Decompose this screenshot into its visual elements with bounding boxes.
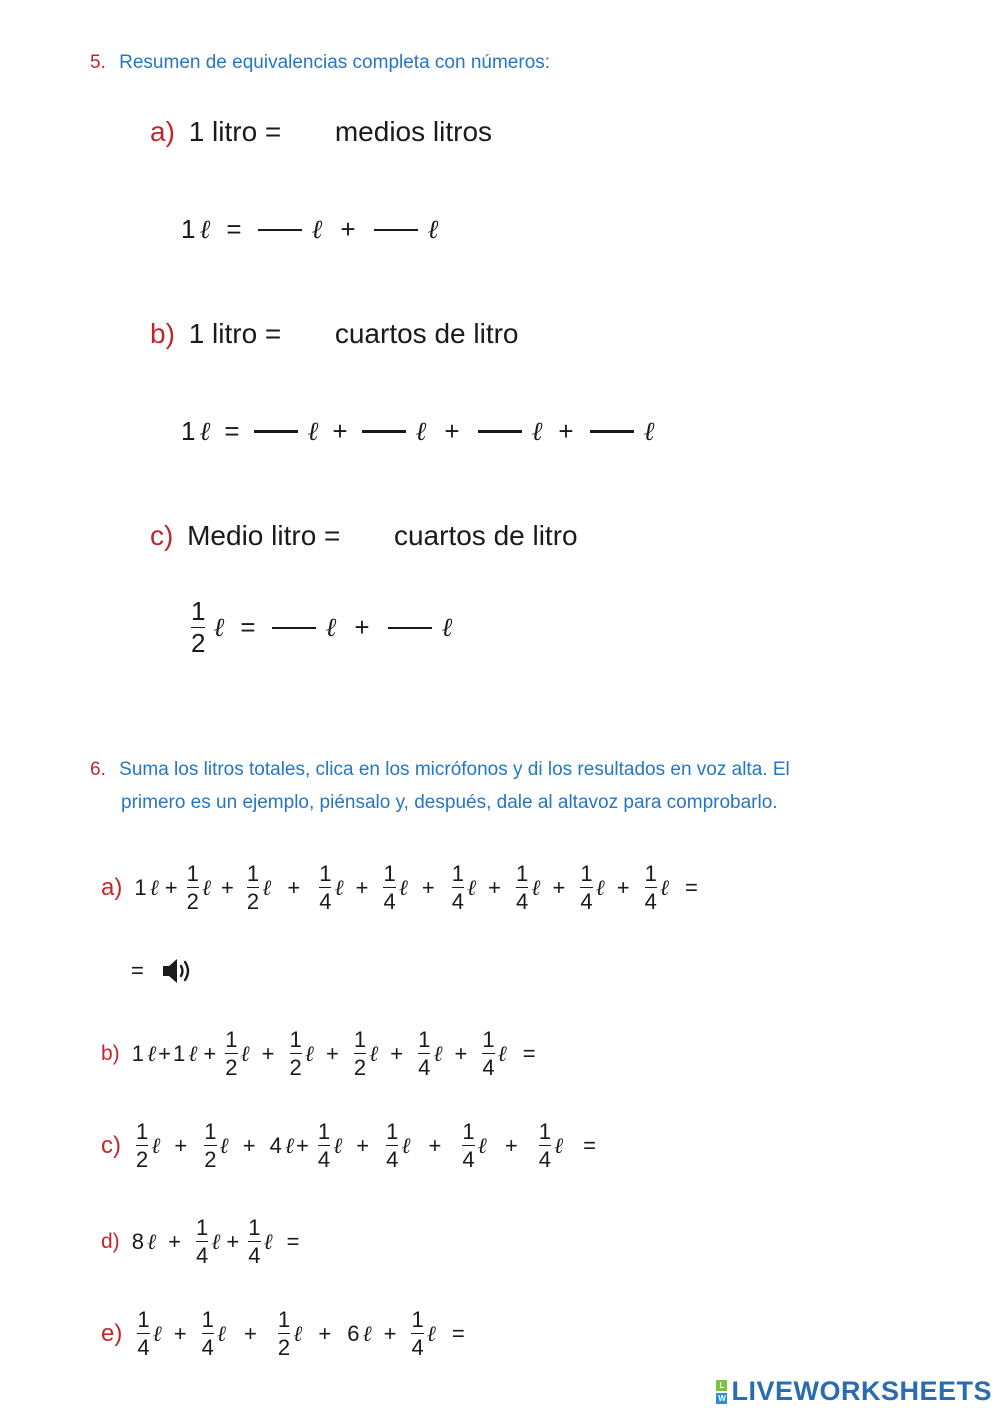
liter-symbol: ℓ xyxy=(199,416,211,447)
liter-symbol: ℓ xyxy=(216,1321,227,1347)
fraction-bar xyxy=(482,1053,494,1054)
liter-symbol: ℓ xyxy=(401,1133,411,1159)
numerator: 1 xyxy=(516,861,529,886)
denominator: 2 xyxy=(277,1335,291,1361)
fraction xyxy=(187,862,199,913)
plus-sign: + xyxy=(355,874,369,900)
question-6-header xyxy=(90,753,790,786)
liter-symbol: ℓ xyxy=(293,1321,303,1347)
numerator: 1 xyxy=(289,1027,302,1052)
answer-blank[interactable] xyxy=(362,430,406,433)
fraction-bar xyxy=(187,887,199,888)
number: 4 xyxy=(269,1132,282,1158)
numerator: 1 xyxy=(204,1119,217,1144)
plus-sign: + xyxy=(340,214,356,244)
numerator: 1 xyxy=(186,861,199,886)
item-5c-statement xyxy=(150,520,578,552)
liter-symbol: ℓ xyxy=(477,1133,487,1159)
denominator: 4 xyxy=(383,889,396,915)
plus-sign: + xyxy=(295,1132,309,1158)
fraction xyxy=(196,1216,208,1267)
liter-symbol: ℓ xyxy=(531,875,541,901)
denominator: 4 xyxy=(319,889,332,915)
denominator: 4 xyxy=(462,1147,475,1173)
item-6a-answer xyxy=(131,956,194,986)
plus-sign: + xyxy=(383,1320,397,1346)
liter-symbol: ℓ xyxy=(307,416,319,447)
denominator: 2 xyxy=(289,1055,302,1081)
plus-sign: + xyxy=(616,874,630,900)
fraction xyxy=(452,862,464,913)
denominator: 4 xyxy=(580,889,593,915)
liter-symbol: ℓ xyxy=(362,1321,372,1347)
fraction-bar xyxy=(202,1333,214,1334)
liter-symbol: ℓ xyxy=(595,875,605,901)
item-6b-equation xyxy=(101,1028,536,1079)
numerator: 1 xyxy=(580,861,593,886)
liter-symbol: ℓ xyxy=(149,875,159,901)
plus-sign: + xyxy=(332,416,348,446)
item-5c-equation xyxy=(188,598,452,658)
numerator: 1 xyxy=(277,1307,291,1332)
liter-symbol: ℓ xyxy=(240,1041,250,1067)
equals-sign: = xyxy=(685,874,698,900)
item-label: c) xyxy=(150,520,174,551)
denominator: 4 xyxy=(482,1055,495,1081)
item-6c-equation xyxy=(101,1120,596,1171)
numerator: 1 xyxy=(319,861,332,886)
denominator: 4 xyxy=(451,889,464,915)
liter-symbol: ℓ xyxy=(219,1133,229,1159)
plus-sign: + xyxy=(444,416,460,446)
denominator: 4 xyxy=(137,1335,150,1361)
fraction xyxy=(580,862,592,913)
item-label: a) xyxy=(150,116,175,147)
item-label: a) xyxy=(101,873,123,901)
denominator: 2 xyxy=(225,1055,238,1081)
logo-text: LIVEWORKSHEETS xyxy=(731,1376,992,1406)
plus-sign: + xyxy=(261,1040,275,1066)
liter-symbol: ℓ xyxy=(426,1321,436,1347)
plus-sign: + xyxy=(318,1320,332,1346)
numerator: 1 xyxy=(451,861,464,886)
numerator: 1 xyxy=(462,1119,475,1144)
statement-left: 1 litro = xyxy=(188,116,282,147)
denominator: 4 xyxy=(516,889,529,915)
item-6e-equation xyxy=(101,1308,465,1359)
liter-symbol: ℓ xyxy=(398,875,408,901)
fraction-bar xyxy=(247,887,259,888)
equals-sign: = xyxy=(522,1040,536,1066)
answer-blank[interactable] xyxy=(388,627,432,629)
number: 1 xyxy=(181,214,196,244)
fraction xyxy=(386,1120,398,1171)
plus-sign: + xyxy=(504,1132,518,1158)
item-6d-equation xyxy=(101,1216,300,1267)
denominator: 2 xyxy=(204,1147,217,1173)
fraction xyxy=(290,1028,302,1079)
plus-sign: + xyxy=(221,874,234,900)
denominator: 4 xyxy=(317,1147,331,1173)
equals-sign: = xyxy=(286,1228,300,1254)
plus-sign: + xyxy=(454,1040,468,1066)
fraction-bar xyxy=(386,1145,398,1146)
denominator: 2 xyxy=(191,628,206,659)
numerator: 1 xyxy=(644,861,657,886)
fraction xyxy=(516,862,528,913)
statement-left: 1 litro = xyxy=(188,318,282,349)
logo-mark-icon xyxy=(716,1380,727,1404)
number: 6 xyxy=(347,1320,360,1346)
plus-sign: + xyxy=(428,1132,442,1158)
fraction-bar xyxy=(137,1333,149,1334)
plus-sign: + xyxy=(242,1132,256,1158)
question-instruction-line-1: Suma los litros totales, clica en los micrófonos y di los resultados en voz alta. El xyxy=(119,759,790,780)
denominator: 4 xyxy=(418,1055,431,1081)
item-label: c) xyxy=(101,1131,121,1159)
numerator: 1 xyxy=(137,1307,150,1332)
plus-sign: + xyxy=(421,874,435,900)
answer-blank[interactable] xyxy=(478,430,522,433)
item-5b-equation xyxy=(181,416,654,447)
liter-symbol: ℓ xyxy=(211,1229,221,1255)
fraction-bar xyxy=(539,1145,551,1146)
denominator: 2 xyxy=(353,1055,367,1081)
liter-symbol: ℓ xyxy=(531,416,543,447)
answer-blank[interactable] xyxy=(258,229,302,231)
numerator: 1 xyxy=(248,1215,261,1240)
denominator: 2 xyxy=(186,889,199,915)
denominator: 2 xyxy=(246,889,260,915)
fraction-bar xyxy=(319,887,331,888)
liter-symbol: ℓ xyxy=(427,214,439,245)
logo-tile: L xyxy=(716,1380,727,1391)
fraction xyxy=(482,1028,494,1079)
fraction xyxy=(318,1120,330,1171)
fraction-bar xyxy=(318,1145,330,1146)
fraction-bar xyxy=(354,1053,366,1054)
statement-right: cuartos de litro xyxy=(334,318,519,349)
liter-symbol: ℓ xyxy=(263,1229,273,1255)
fraction-bar xyxy=(196,1241,208,1242)
numerator: 1 xyxy=(191,596,206,626)
numerator: 1 xyxy=(136,1119,149,1144)
numerator: 1 xyxy=(538,1119,551,1144)
answer-blank[interactable] xyxy=(254,430,298,433)
item-label: b) xyxy=(150,318,175,349)
fraction-bar xyxy=(204,1145,216,1146)
fraction-bar xyxy=(136,1145,148,1146)
plus-sign: + xyxy=(354,612,370,643)
fraction xyxy=(137,1308,149,1359)
question-instruction-line-2: primero es un ejemplo, piénsalo y, después, dale al altavoz para comprobarlo. xyxy=(121,792,778,813)
plus-sign: + xyxy=(356,1132,370,1158)
number: 1 xyxy=(181,416,196,446)
liveworksheets-logo xyxy=(716,1376,992,1407)
fraction xyxy=(191,598,205,658)
equals-sign: = xyxy=(451,1320,465,1346)
plus-sign: + xyxy=(287,874,301,900)
fraction xyxy=(319,862,331,913)
fraction xyxy=(383,862,395,913)
equals-sign: = xyxy=(224,416,240,446)
speaker-icon[interactable] xyxy=(160,956,194,986)
liter-symbol: ℓ xyxy=(188,1041,198,1067)
answer-blank[interactable] xyxy=(374,229,418,231)
liter-symbol: ℓ xyxy=(467,875,477,901)
equals-sign: = xyxy=(240,612,256,643)
plus-sign: + xyxy=(158,1040,171,1066)
plus-sign: + xyxy=(325,1040,339,1066)
liter-symbol: ℓ xyxy=(284,1133,294,1159)
plus-sign: + xyxy=(558,416,574,446)
fraction xyxy=(539,1120,551,1171)
denominator: 4 xyxy=(386,1147,399,1173)
plus-sign: + xyxy=(552,874,566,900)
plus-sign: + xyxy=(174,1132,188,1158)
denominator: 4 xyxy=(201,1335,214,1361)
number: 1 xyxy=(134,874,147,900)
liter-symbol: ℓ xyxy=(415,416,427,447)
fraction xyxy=(411,1308,423,1359)
item-label: b) xyxy=(101,1041,120,1065)
denominator: 4 xyxy=(248,1243,261,1269)
number: 8 xyxy=(131,1228,144,1254)
liter-symbol: ℓ xyxy=(199,214,211,245)
plus-sign: + xyxy=(164,874,178,900)
answer-blank[interactable] xyxy=(272,627,316,629)
question-number: 6. xyxy=(90,759,106,780)
fraction-bar xyxy=(290,1053,302,1054)
liter-symbol: ℓ xyxy=(333,1133,343,1159)
fraction-bar xyxy=(418,1053,430,1054)
item-label: d) xyxy=(101,1229,120,1253)
fraction-bar xyxy=(580,887,592,888)
numerator: 1 xyxy=(418,1027,431,1052)
liter-symbol: ℓ xyxy=(311,214,323,245)
liter-symbol: ℓ xyxy=(146,1041,157,1067)
plus-sign: + xyxy=(173,1320,187,1346)
equals-sign: = xyxy=(226,214,242,244)
item-5a-statement xyxy=(150,116,492,148)
fraction-bar xyxy=(383,887,395,888)
answer-blank[interactable] xyxy=(590,430,634,433)
item-label: e) xyxy=(101,1319,123,1347)
liter-symbol: ℓ xyxy=(201,875,212,901)
fraction xyxy=(354,1028,366,1079)
numerator: 1 xyxy=(246,861,260,886)
fraction-bar xyxy=(225,1053,237,1054)
liter-symbol: ℓ xyxy=(304,1041,314,1067)
statement-left: Medio litro = xyxy=(187,520,341,551)
liter-symbol: ℓ xyxy=(152,1321,162,1347)
logo-tile: W xyxy=(718,1393,726,1403)
numerator: 1 xyxy=(195,1215,209,1240)
equals-sign: = xyxy=(583,1132,596,1158)
numerator: 1 xyxy=(353,1027,367,1052)
number: 1 xyxy=(172,1040,186,1066)
plus-sign: + xyxy=(390,1040,404,1066)
fraction xyxy=(204,1120,216,1171)
fraction-bar xyxy=(452,887,464,888)
statement-right: medios litros xyxy=(334,116,493,147)
plus-sign: + xyxy=(244,1320,257,1346)
fraction-bar xyxy=(462,1145,474,1146)
liter-symbol: ℓ xyxy=(213,612,225,643)
denominator: 4 xyxy=(195,1243,209,1269)
fraction xyxy=(136,1120,148,1171)
liter-symbol: ℓ xyxy=(659,875,670,901)
fraction xyxy=(645,862,657,913)
numerator: 1 xyxy=(482,1027,495,1052)
plus-sign: + xyxy=(203,1040,217,1066)
denominator: 4 xyxy=(644,889,657,915)
liter-symbol: ℓ xyxy=(441,612,453,643)
liter-symbol: ℓ xyxy=(553,1133,564,1159)
number: 1 xyxy=(131,1040,144,1066)
fraction xyxy=(248,1216,260,1267)
liter-symbol: ℓ xyxy=(262,875,272,901)
numerator: 1 xyxy=(317,1119,331,1144)
numerator: 1 xyxy=(225,1027,238,1052)
item-5b-statement xyxy=(150,318,519,350)
denominator: 4 xyxy=(411,1335,424,1361)
fraction xyxy=(418,1028,430,1079)
fraction-bar xyxy=(411,1333,423,1334)
item-6a-equation xyxy=(101,862,698,913)
item-5a-equation xyxy=(181,214,438,245)
numerator: 1 xyxy=(201,1307,214,1332)
fraction xyxy=(247,862,259,913)
liter-symbol: ℓ xyxy=(369,1041,379,1067)
denominator: 4 xyxy=(538,1147,551,1173)
fraction-bar xyxy=(645,887,657,888)
fraction-bar xyxy=(278,1333,290,1334)
fraction xyxy=(202,1308,214,1359)
statement-right: cuartos de litro xyxy=(393,520,578,551)
question-instruction: Resumen de equivalencias completa con números: xyxy=(119,52,551,73)
question-5-header xyxy=(90,46,550,79)
question-number: 5. xyxy=(90,52,106,73)
numerator: 1 xyxy=(386,1119,399,1144)
fraction xyxy=(225,1028,237,1079)
liter-symbol: ℓ xyxy=(146,1229,157,1255)
plus-sign: + xyxy=(488,874,502,900)
plus-sign: + xyxy=(226,1228,240,1254)
equals-sign: = xyxy=(131,958,144,983)
liter-symbol: ℓ xyxy=(325,612,337,643)
denominator: 2 xyxy=(136,1147,149,1173)
fraction xyxy=(278,1308,290,1359)
numerator: 1 xyxy=(383,861,396,886)
fraction-bar xyxy=(248,1241,260,1242)
numerator: 1 xyxy=(411,1307,424,1332)
liter-symbol: ℓ xyxy=(497,1041,507,1067)
fraction xyxy=(462,1120,474,1171)
fraction-bar xyxy=(516,887,528,888)
liter-symbol: ℓ xyxy=(334,875,344,901)
liter-symbol: ℓ xyxy=(643,416,655,447)
plus-sign: + xyxy=(168,1228,181,1254)
liter-symbol: ℓ xyxy=(151,1133,161,1159)
liter-symbol: ℓ xyxy=(433,1041,443,1067)
